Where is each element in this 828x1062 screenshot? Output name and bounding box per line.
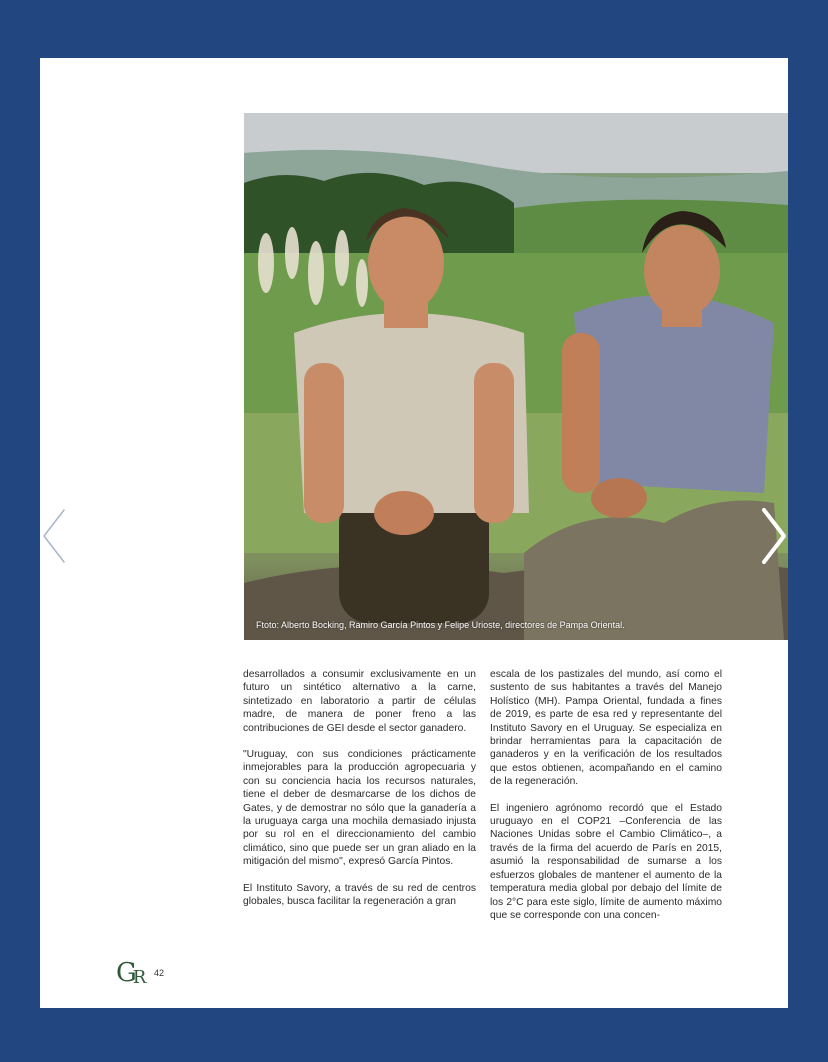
chevron-left-icon bbox=[38, 506, 68, 566]
photo-illustration bbox=[244, 113, 788, 640]
magazine-page bbox=[40, 58, 788, 1008]
article-column-right bbox=[490, 668, 722, 935]
page-number: 42 bbox=[154, 968, 165, 978]
article-column-left bbox=[243, 668, 476, 922]
magazine-logo bbox=[116, 958, 142, 988]
next-page-button[interactable] bbox=[758, 506, 792, 566]
paragraph: El Instituto Savory, a través de su red de centros globales, busca facilitar la regeneración a gran bbox=[243, 882, 476, 908]
article-photo bbox=[244, 113, 788, 640]
photo-caption: Ftoto: Alberto Bocking, Ramiro García Pintos y Felipe Urioste, directores de Pampa Oriental. bbox=[256, 620, 625, 630]
previous-page-button[interactable] bbox=[36, 506, 70, 566]
paragraph: "Uruguay, con sus condiciones prácticamente inmejorables para la producción agropecuaria y con su conciencia hacia los recursos naturales, tiene el deber de desmarcarse de los dichos de Gates, y de demostrar no sólo que la ganadería a la uruguaya carga una mochila demasiado injusta por su rol en el direccionamiento del cambio climático, sino que puede ser un gran aliado en la mitigación del mismo", expresó García Pintos. bbox=[243, 749, 476, 868]
logo-letter-r: R bbox=[132, 967, 143, 988]
paragraph: escala de los pastizales del mundo, así como el sustento de sus habitantes a través del Manejo Holístico (MH). Pampa Oriental, fundada a fines de 2019, es parte de esa red y representante del Instituto Savory en el Uruguay. Se especializa en brindar herramientas para la capacitación de ganaderos y en la verificación de los resultados que estos obtienen, acompañando en el camino de la regeneración. bbox=[490, 669, 722, 788]
paragraph: desarrollados a consumir exclusivamente en un futuro un sintético alternativo a la carne, sintetizado en laboratorio a partir de células madre, de manera de poner freno a las contribuciones de GEI desde el sector ganadero. bbox=[243, 669, 476, 734]
paragraph: El ingeniero agrónomo recordó que el Estado uruguayo en el COP21 –Conferencia de las Naciones Unidas sobre el Cambio Climático–, a través de la firma del acuerdo de París en 2015, asumió la responsabilidad de sumarse a los esfuerzos globales de mantener el aumento de la temperatura media global por debajo del límite de los 2°C para este siglo, límite de aumento máximo que se corresponde con una concen- bbox=[490, 802, 722, 921]
logo-letter-g: G bbox=[116, 958, 133, 988]
chevron-right-icon bbox=[760, 506, 790, 566]
